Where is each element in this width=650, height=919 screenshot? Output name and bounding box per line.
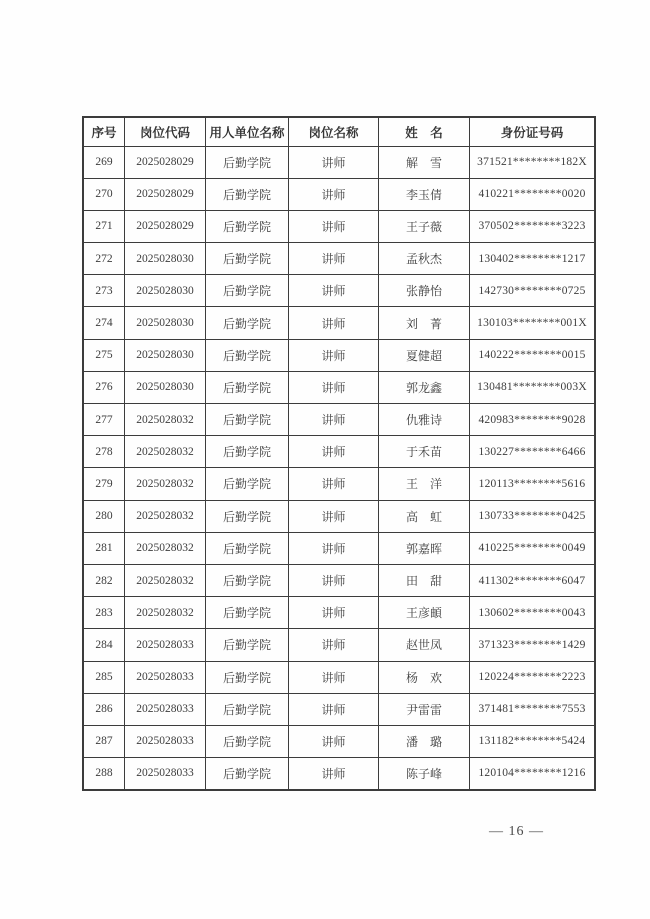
position-code-cell: 2025028032 (125, 532, 206, 564)
employer-name-cell: 后勤学院 (206, 468, 289, 500)
serial-cell: 274 (83, 307, 125, 339)
position-title-cell: 讲师 (289, 243, 379, 275)
serial-cell: 271 (83, 210, 125, 242)
serial-cell: 276 (83, 371, 125, 403)
position-code-cell: 2025028032 (125, 597, 206, 629)
candidate-name-cell: 陈子峰 (379, 758, 470, 790)
table-row (83, 725, 595, 757)
candidate-name-cell: 王彦頔 (379, 597, 470, 629)
table-header (83, 117, 595, 146)
employer-name-cell: 后勤学院 (206, 178, 289, 210)
candidate-name-cell: 李玉倩 (379, 178, 470, 210)
recruitment-roster-table (82, 116, 596, 791)
position-code-cell: 2025028033 (125, 661, 206, 693)
id-number-cell: 120224********2223 (470, 661, 596, 693)
candidate-name-cell: 解 雪 (379, 146, 470, 178)
serial-cell: 280 (83, 500, 125, 532)
id-number-cell: 140222********0015 (470, 339, 596, 371)
position-title-cell: 讲师 (289, 178, 379, 210)
table-row (83, 468, 595, 500)
employer-name-cell: 后勤学院 (206, 243, 289, 275)
candidate-name-cell: 夏健超 (379, 339, 470, 371)
candidate-name-cell: 潘 璐 (379, 725, 470, 757)
candidate-name-cell: 王子薇 (379, 210, 470, 242)
serial-cell: 281 (83, 532, 125, 564)
position-title-cell: 讲师 (289, 436, 379, 468)
column-header: 姓 名 (379, 117, 470, 146)
id-number-cell: 410221********0020 (470, 178, 596, 210)
table-row (83, 275, 595, 307)
candidate-name-cell: 王 洋 (379, 468, 470, 500)
serial-cell: 278 (83, 436, 125, 468)
employer-name-cell: 后勤学院 (206, 629, 289, 661)
id-number-cell: 411302********6047 (470, 564, 596, 596)
table-row (83, 564, 595, 596)
position-title-cell: 讲师 (289, 339, 379, 371)
employer-name-cell: 后勤学院 (206, 339, 289, 371)
serial-cell: 285 (83, 661, 125, 693)
table-row (83, 339, 595, 371)
position-title-cell: 讲师 (289, 661, 379, 693)
table-row (83, 758, 595, 790)
position-code-cell: 2025028032 (125, 436, 206, 468)
candidate-name-cell: 赵世凤 (379, 629, 470, 661)
employer-name-cell: 后勤学院 (206, 500, 289, 532)
position-title-cell: 讲师 (289, 597, 379, 629)
id-number-cell: 371521********182X (470, 146, 596, 178)
id-number-cell: 130602********0043 (470, 597, 596, 629)
table-row (83, 661, 595, 693)
serial-cell: 282 (83, 564, 125, 596)
position-code-cell: 2025028030 (125, 339, 206, 371)
serial-cell: 284 (83, 629, 125, 661)
serial-cell: 269 (83, 146, 125, 178)
position-code-cell: 2025028033 (125, 725, 206, 757)
candidate-name-cell: 于禾苗 (379, 436, 470, 468)
candidate-name-cell: 仇雅诗 (379, 404, 470, 436)
position-title-cell: 讲师 (289, 629, 379, 661)
position-title-cell: 讲师 (289, 146, 379, 178)
id-number-cell: 131182********5424 (470, 725, 596, 757)
position-code-cell: 2025028030 (125, 275, 206, 307)
position-title-cell: 讲师 (289, 758, 379, 790)
candidate-name-cell: 高 虹 (379, 500, 470, 532)
id-number-cell: 371481********7553 (470, 693, 596, 725)
employer-name-cell: 后勤学院 (206, 307, 289, 339)
id-number-cell: 130481********003X (470, 371, 596, 403)
position-code-cell: 2025028033 (125, 758, 206, 790)
table-row (83, 404, 595, 436)
serial-cell: 273 (83, 275, 125, 307)
id-number-cell: 420983********9028 (470, 404, 596, 436)
employer-name-cell: 后勤学院 (206, 661, 289, 693)
page-number: — 16 — (489, 824, 544, 839)
table-row (83, 500, 595, 532)
position-title-cell: 讲师 (289, 371, 379, 403)
position-code-cell: 2025028033 (125, 693, 206, 725)
column-header: 身份证号码 (470, 117, 596, 146)
candidate-name-cell: 田 甜 (379, 564, 470, 596)
candidate-name-cell: 张静怡 (379, 275, 470, 307)
position-code-cell: 2025028030 (125, 307, 206, 339)
position-title-cell: 讲师 (289, 404, 379, 436)
id-number-cell: 130103********001X (470, 307, 596, 339)
position-code-cell: 2025028030 (125, 243, 206, 275)
employer-name-cell: 后勤学院 (206, 597, 289, 629)
employer-name-cell: 后勤学院 (206, 436, 289, 468)
table-row (83, 178, 595, 210)
position-code-cell: 2025028030 (125, 371, 206, 403)
table-row (83, 436, 595, 468)
id-number-cell: 120113********5616 (470, 468, 596, 500)
employer-name-cell: 后勤学院 (206, 725, 289, 757)
table-row (83, 629, 595, 661)
serial-cell: 283 (83, 597, 125, 629)
serial-cell: 277 (83, 404, 125, 436)
position-title-cell: 讲师 (289, 725, 379, 757)
employer-name-cell: 后勤学院 (206, 564, 289, 596)
table-row (83, 693, 595, 725)
id-number-cell: 371323********1429 (470, 629, 596, 661)
serial-cell: 270 (83, 178, 125, 210)
position-code-cell: 2025028032 (125, 500, 206, 532)
table-body (83, 146, 595, 790)
table-row (83, 371, 595, 403)
id-number-cell: 130402********1217 (470, 243, 596, 275)
candidate-name-cell: 刘 菁 (379, 307, 470, 339)
employer-name-cell: 后勤学院 (206, 371, 289, 403)
id-number-cell: 130227********6466 (470, 436, 596, 468)
candidate-name-cell: 郭龙鑫 (379, 371, 470, 403)
position-title-cell: 讲师 (289, 693, 379, 725)
column-header: 序号 (83, 117, 125, 146)
column-header: 用人单位名称 (206, 117, 289, 146)
position-code-cell: 2025028029 (125, 146, 206, 178)
serial-cell: 279 (83, 468, 125, 500)
table-row (83, 243, 595, 275)
serial-cell: 272 (83, 243, 125, 275)
id-number-cell: 370502********3223 (470, 210, 596, 242)
table-row (83, 532, 595, 564)
position-title-cell: 讲师 (289, 275, 379, 307)
table-row (83, 146, 595, 178)
position-code-cell: 2025028032 (125, 404, 206, 436)
column-header: 岗位代码 (125, 117, 206, 146)
employer-name-cell: 后勤学院 (206, 146, 289, 178)
position-title-cell: 讲师 (289, 307, 379, 339)
employer-name-cell: 后勤学院 (206, 693, 289, 725)
serial-cell: 286 (83, 693, 125, 725)
position-code-cell: 2025028029 (125, 210, 206, 242)
candidate-name-cell: 杨 欢 (379, 661, 470, 693)
table-row (83, 597, 595, 629)
header-row (83, 117, 595, 146)
position-title-cell: 讲师 (289, 210, 379, 242)
employer-name-cell: 后勤学院 (206, 404, 289, 436)
table-row (83, 307, 595, 339)
serial-cell: 287 (83, 725, 125, 757)
employer-name-cell: 后勤学院 (206, 532, 289, 564)
position-title-cell: 讲师 (289, 532, 379, 564)
candidate-name-cell: 郭嘉晖 (379, 532, 470, 564)
column-header: 岗位名称 (289, 117, 379, 146)
id-number-cell: 130733********0425 (470, 500, 596, 532)
position-title-cell: 讲师 (289, 564, 379, 596)
position-code-cell: 2025028032 (125, 564, 206, 596)
position-code-cell: 2025028032 (125, 468, 206, 500)
candidate-name-cell: 孟秋杰 (379, 243, 470, 275)
table-row (83, 210, 595, 242)
employer-name-cell: 后勤学院 (206, 210, 289, 242)
id-number-cell: 120104********1216 (470, 758, 596, 790)
id-number-cell: 142730********0725 (470, 275, 596, 307)
position-code-cell: 2025028033 (125, 629, 206, 661)
position-code-cell: 2025028029 (125, 178, 206, 210)
serial-cell: 288 (83, 758, 125, 790)
employer-name-cell: 后勤学院 (206, 758, 289, 790)
position-title-cell: 讲师 (289, 468, 379, 500)
position-title-cell: 讲师 (289, 500, 379, 532)
serial-cell: 275 (83, 339, 125, 371)
id-number-cell: 410225********0049 (470, 532, 596, 564)
employer-name-cell: 后勤学院 (206, 275, 289, 307)
candidate-name-cell: 尹雷雷 (379, 693, 470, 725)
